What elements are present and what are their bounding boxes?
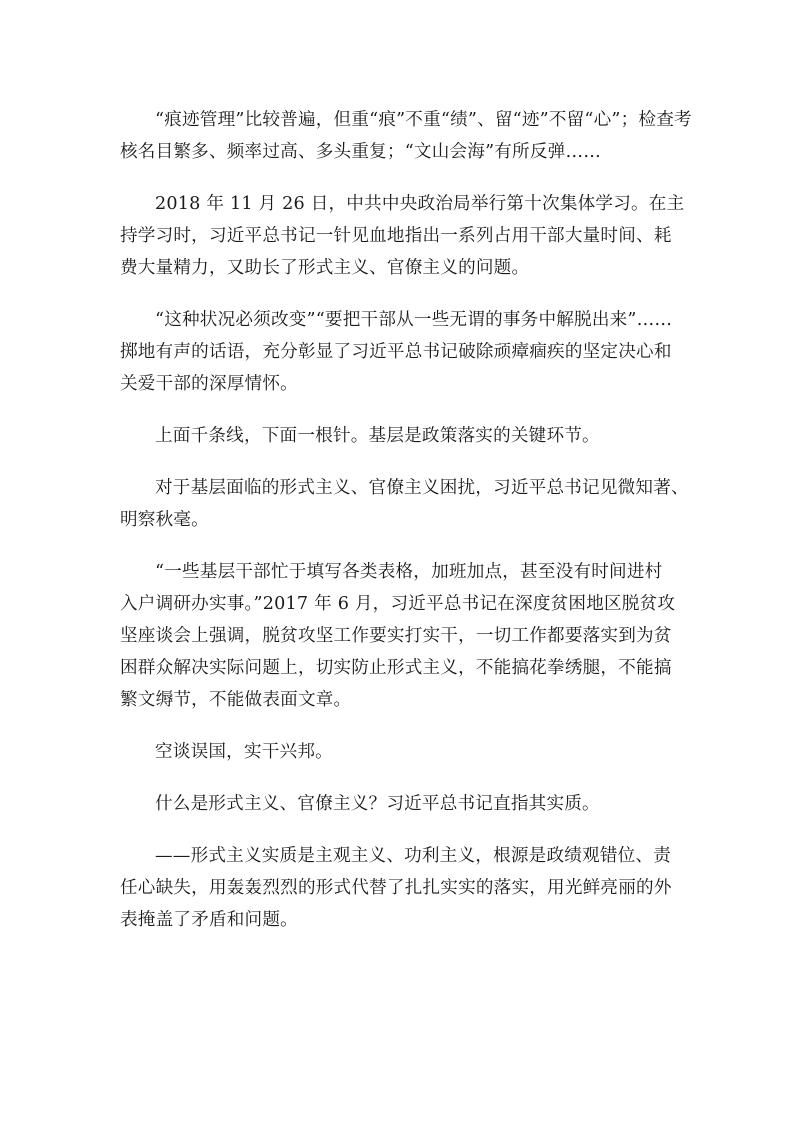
paragraph-9 xyxy=(120,840,678,936)
paragraph-8 xyxy=(120,788,678,820)
paragraph-line: 掷地有声的话语，充分彰显了习近平总书记破除顽瘴痼疾的坚定决心和 xyxy=(120,342,672,362)
paragraph-line: 费大量精力，又助长了形式主义、官僚主义的问题。 xyxy=(120,258,530,278)
paragraph-line: 表掩盖了矛盾和问题。 xyxy=(120,910,298,930)
paragraph-line: 空谈误国，实干兴邦。 xyxy=(155,742,333,762)
paragraph-line: 坚座谈会上强调，脱贫攻坚工作要实打实干，一切工作都要落实到为贫 xyxy=(120,626,672,646)
paragraph-line: 明察秋毫。 xyxy=(120,510,209,530)
document-body xyxy=(120,104,692,956)
paragraph-line: “一些基层干部忙于填写各类表格，加班加点，甚至没有时间进村 xyxy=(155,562,663,582)
paragraph-3 xyxy=(120,304,678,400)
paragraph-line: 上面千条线，下面一根针。基层是政策落实的关键环节。 xyxy=(155,426,600,446)
paragraph-line: ——形式主义实质是主观主义、功利主义，根源是政绩观错位、责 xyxy=(155,846,672,866)
paragraph-line: “这种状况必须改变”“要把干部从一些无谓的事务中解脱出来”…… xyxy=(155,310,673,330)
paragraph-line: “痕迹管理”比较普遍，但重“痕”不重“绩”、留“迹”不留“心”；检查考 xyxy=(155,110,692,130)
paragraph-line: 核名目繁多、频率过高、多头重复；“文山会海”有所反弹…… xyxy=(120,142,602,162)
paragraph-7 xyxy=(120,736,678,768)
paragraph-line: 2018 年 11 月 26 日，中共中央政治局举行第十次集体学习。在主 xyxy=(155,194,685,214)
paragraph-line: 繁文缛节，不能做表面文章。 xyxy=(120,690,352,710)
paragraph-line: 持学习时，习近平总书记一针见血地指出一系列占用干部大量时间、耗 xyxy=(120,226,672,246)
paragraph-4 xyxy=(120,420,678,452)
paragraph-line: 入户调研办实事。”2017 年 6 月，习近平总书记在深度贫困地区脱贫攻 xyxy=(120,594,676,614)
paragraph-line: 关爱干部的深厚情怀。 xyxy=(120,374,298,394)
paragraph-1 xyxy=(120,104,692,168)
paragraph-line: 任心缺失，用轰轰烈烈的形式代替了扎扎实实的落实，用光鲜亮丽的外 xyxy=(120,878,672,898)
paragraph-line: 困群众解决实际问题上，切实防止形式主义，不能搞花拳绣腿，不能搞 xyxy=(120,658,672,678)
paragraph-2 xyxy=(120,188,685,284)
paragraph-5 xyxy=(120,472,689,536)
paragraph-line: 什么是形式主义、官僚主义？习近平总书记直指其实质。 xyxy=(155,794,600,814)
paragraph-line: 对于基层面临的形式主义、官僚主义困扰，习近平总书记见微知著、 xyxy=(155,478,689,498)
paragraph-6 xyxy=(120,556,678,716)
